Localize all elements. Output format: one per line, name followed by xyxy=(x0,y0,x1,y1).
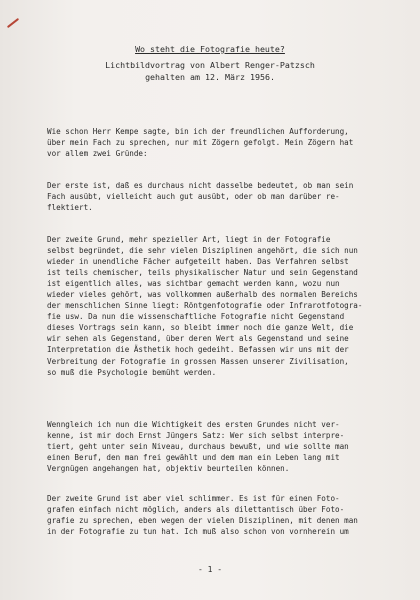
text-line: einen Beruf, den man frei gewählt und dem man ein Leben lang mit xyxy=(47,453,340,463)
paragraph xyxy=(47,419,397,474)
text-line: Der erste ist, daß es durchaus nicht dasselbe bedeutet, ob man sein xyxy=(47,181,354,190)
text-line: vor allem zwei Gründe: xyxy=(47,149,148,159)
text-line: dieses Vortrags sein kann, so bleibt immer noch die ganze Welt, die xyxy=(47,323,354,333)
text-line: tiert, geht unter sein Niveau, durchaus bewußt, und wie sollte man xyxy=(47,442,349,452)
text-line: fie usw. Da nun die wissenschaftliche Fotografie nicht Gegenstand xyxy=(47,312,345,322)
text-line: Fach ausübt, vielleicht auch gut ausübt, oder ob man darüber re- xyxy=(47,192,340,202)
page-number: - 1 - xyxy=(197,565,223,574)
text-line: grafen einfach nicht möglich, anders als dilettantisch über Foto- xyxy=(47,505,345,515)
document-title: Wo steht die Fotografie heute? xyxy=(135,44,285,54)
text-line: Wie schon Herr Kempe sagte, bin ich der freundlichen Aufforderung, xyxy=(47,127,349,136)
text-line: wieder vieles gehört, was vollkommen außerhalb des normalen Bereichs xyxy=(47,290,358,300)
text-line: grafie zu sprechen, eben wegen der vielen Disziplinen, mit denen man xyxy=(47,516,358,526)
red-pencil-mark xyxy=(7,18,19,28)
text-line: Der zweite Grund, mehr spezieller Art, liegt in der Fotografie xyxy=(47,235,331,244)
text-line: flektiert. xyxy=(47,203,93,213)
paragraph xyxy=(47,493,397,537)
text-line: Der zweite Grund ist aber viel schlimmer. Es ist für einen Foto- xyxy=(47,494,340,503)
paragraph xyxy=(47,126,397,159)
text-line: kenne, ist mir doch Ernst Jüngers Satz: Wer sich selbst interpre- xyxy=(47,431,345,441)
lecture-byline: Lichtbildvortrag von Albert Renger-Patzsch xyxy=(105,60,315,70)
paragraph xyxy=(47,234,397,378)
paragraph xyxy=(47,180,397,213)
text-line: Interpretation die Ästhetik hoch gedeiht. Befassen wir uns mit der xyxy=(47,345,349,355)
text-line: der menschlichen Sinne liegt: Röntgenfotografie oder Infrarotfotogra- xyxy=(47,301,363,311)
text-line: über mein Fach zu sprechen, nur mit Zögern gefolgt. Mein Zögern hat xyxy=(47,138,354,148)
text-line: ist eigentlich alles, was sichtbar gemacht werden kann, wozu nun xyxy=(47,279,340,289)
text-line: ist teils chemischer, teils physikalischer Natur und sein Gegenstand xyxy=(47,268,358,278)
lecture-date: gehalten am 12. März 1956. xyxy=(145,72,275,82)
text-line: wieder in unendliche Fächer aufgeteilt haben. Das Verfahren selbst xyxy=(47,257,349,267)
text-line: selbst begründet, die sehr vielen Disziplinen angehört, die sich nun xyxy=(47,246,358,256)
text-line: Wenngleich ich nun die Wichtigkeit des ersten Grundes nicht ver- xyxy=(47,420,340,429)
text-line: Vergnügen angehangen hat, objektiv beurteilen können. xyxy=(47,464,290,474)
text-line: in der Fotografie zu tun hat. Ich muß also schon von vornherein um xyxy=(47,527,349,537)
text-line: Verbreitung der Fotografie in grossen Massen unserer Zivilisation, xyxy=(47,356,349,366)
text-line: wir sehen als Gegenstand, über deren Wert als Gegenstand und seine xyxy=(47,334,349,344)
text-line: so muß die Psychologie bemüht werden. xyxy=(47,367,217,377)
